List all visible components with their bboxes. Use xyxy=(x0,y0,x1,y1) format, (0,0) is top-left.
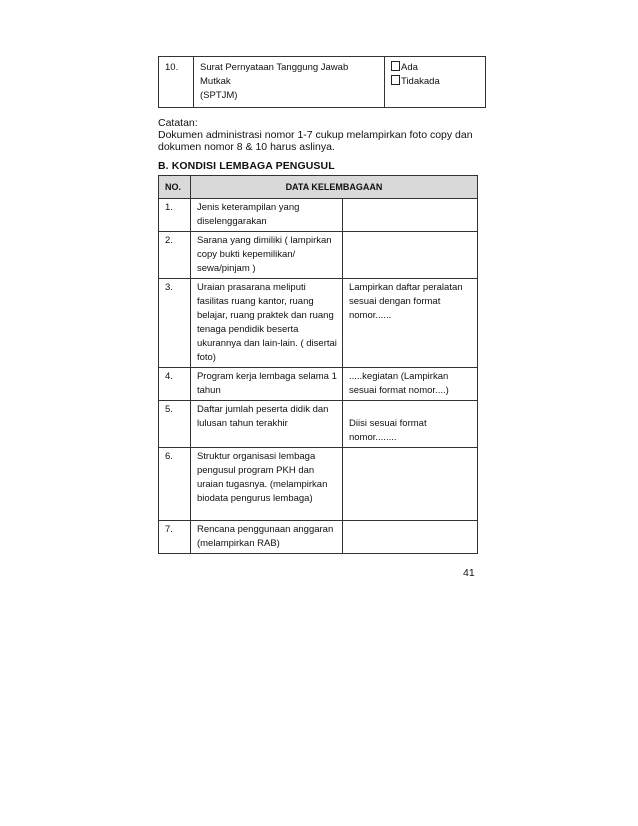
note-line: nomor........ xyxy=(348,432,397,443)
row-spacer xyxy=(197,506,338,518)
page-number: 41 xyxy=(463,567,475,579)
note-line: sesuai format nomor....) xyxy=(348,385,449,396)
row-number: 3. xyxy=(159,279,191,368)
table-row xyxy=(159,57,486,108)
description-line: sewa/pinjam ) xyxy=(196,263,256,274)
note-text: Dokumen administrasi nomor 1-7 cukup melampirkan foto copy dan xyxy=(158,129,473,141)
header-title: DATA KELEMBAGAAN xyxy=(190,176,477,199)
table-row xyxy=(159,448,478,521)
row-note xyxy=(342,521,477,554)
row-number: 6. xyxy=(159,448,191,521)
description-line: Daftar jumlah peserta didik dan xyxy=(196,404,329,415)
description-line: fasilitas ruang kantor, ruang xyxy=(196,296,314,307)
row-number: 1. xyxy=(159,199,191,232)
description-line: diselenggarakan xyxy=(196,216,267,227)
row-description xyxy=(190,448,342,521)
option-tidakada xyxy=(391,76,440,87)
description-line: Jenis keterampilan yang xyxy=(196,202,300,213)
row-options xyxy=(385,57,486,108)
checkbox-icon xyxy=(391,75,400,85)
note-line: .....kegiatan (Lampirkan xyxy=(348,371,449,382)
table-row xyxy=(159,401,478,448)
description-line: (melampirkan RAB) xyxy=(196,538,280,549)
description-line: foto) xyxy=(196,352,216,363)
description-line: copy bukti kepemilikan/ xyxy=(196,249,296,260)
note-text: dokumen nomor 8 & 10 harus aslinya. xyxy=(158,141,335,153)
description-line: belajar, ruang praktek dan ruang xyxy=(196,310,334,321)
row-note xyxy=(342,448,477,521)
option-ada xyxy=(391,62,418,73)
row-description xyxy=(190,279,342,368)
note-line: sesuai dengan format xyxy=(348,296,441,307)
description-line: Uraian prasarana meliputi xyxy=(196,282,306,293)
section-title: B. KONDISI LEMBAGA PENGUSUL xyxy=(158,160,335,172)
row-note xyxy=(342,401,477,448)
description-line: uraian tugasnya. (melampirkan xyxy=(196,479,328,490)
description-line: biodata pengurus lembaga) xyxy=(196,493,313,504)
row-number: 4. xyxy=(159,368,191,401)
option-label: Tidakada xyxy=(401,76,440,87)
row-description xyxy=(190,232,342,279)
description-line: Sarana yang dimiliki ( lampirkan xyxy=(196,235,332,246)
note-line xyxy=(349,403,473,417)
table-row xyxy=(159,232,478,279)
row-description xyxy=(190,521,342,554)
row-number: 2. xyxy=(159,232,191,279)
row-description xyxy=(190,199,342,232)
table-row xyxy=(159,521,478,554)
row-description xyxy=(190,368,342,401)
checkbox-icon xyxy=(391,61,400,71)
item-line: Surat Pernyataan Tanggung Jawab Mutkak xyxy=(200,62,349,87)
note-label: Catatan: xyxy=(158,117,198,129)
description-line: ukurannya dan lain-lain. ( disertai xyxy=(196,338,337,349)
description-line: Struktur organisasi lembaga xyxy=(196,451,316,462)
row-number: 5. xyxy=(159,401,191,448)
row-note xyxy=(342,279,477,368)
description-line: lulusan tahun terakhir xyxy=(196,418,288,429)
row-note xyxy=(342,199,477,232)
row-item xyxy=(194,57,385,108)
note-block xyxy=(158,117,486,153)
table-row xyxy=(159,368,478,401)
document-checklist-table xyxy=(158,56,486,108)
description-line: tenaga pendidik beserta xyxy=(196,324,299,335)
item-line: (SPTJM) xyxy=(200,90,238,101)
note-line: Diisi sesuai format xyxy=(348,418,427,429)
description-line: tahun xyxy=(196,385,221,396)
row-description xyxy=(190,401,342,448)
row-number: 10. xyxy=(159,57,194,108)
row-note xyxy=(342,232,477,279)
table-header-row xyxy=(159,176,478,199)
note-line: nomor...... xyxy=(348,310,392,321)
row-note xyxy=(342,368,477,401)
row-number: 7. xyxy=(159,521,191,554)
table-row xyxy=(159,279,478,368)
description-line: Program kerja lembaga selama 1 xyxy=(196,371,337,382)
description-line: Rencana penggunaan anggaran xyxy=(196,524,334,535)
institution-data-table xyxy=(158,175,478,554)
table-row xyxy=(159,199,478,232)
note-line: Lampirkan daftar peralatan xyxy=(348,282,463,293)
table-body xyxy=(159,199,478,554)
option-label: Ada xyxy=(401,62,418,73)
description-line: pengusul program PKH dan xyxy=(196,465,315,476)
header-no: NO. xyxy=(159,176,191,199)
